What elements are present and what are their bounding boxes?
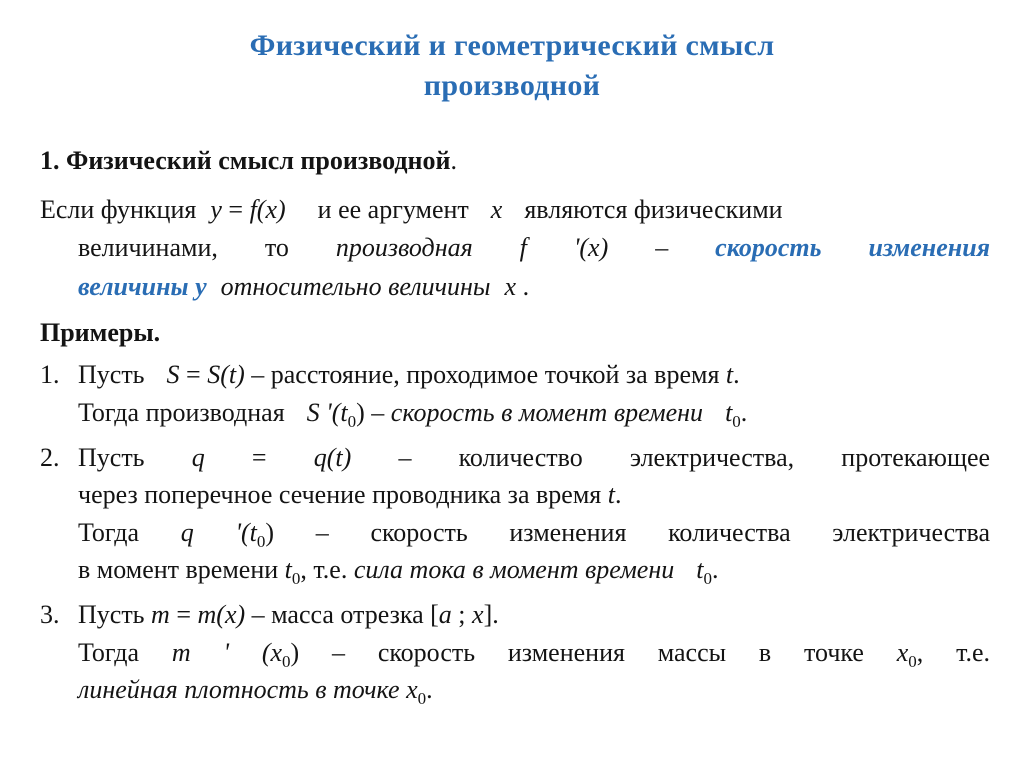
math-subscript: 0 xyxy=(256,532,266,551)
math-var: S xyxy=(166,360,180,389)
math-subscript: 0 xyxy=(282,652,291,671)
example-1-line-1 xyxy=(40,357,992,393)
math-op: = xyxy=(169,600,198,629)
math-var: (t xyxy=(241,518,257,547)
math-var: S xyxy=(207,360,221,389)
math-var: m xyxy=(151,600,170,629)
math-op: ) xyxy=(290,638,300,667)
intro-line-1 xyxy=(40,192,992,228)
example-text: – xyxy=(364,398,391,427)
example-2-line-3 xyxy=(78,515,990,551)
example-text: Тогда производная xyxy=(78,398,285,427)
example-text: . xyxy=(614,480,622,509)
math-op: = xyxy=(221,195,250,224)
math-var: t xyxy=(284,555,292,584)
math-subscript: 0 xyxy=(703,569,712,588)
example-text: Пусть xyxy=(78,600,152,629)
math-var: m xyxy=(197,600,217,629)
example-text: Пусть xyxy=(78,360,145,389)
example-2-line-1 xyxy=(40,440,992,476)
math-var: (x xyxy=(261,638,283,667)
math-var: S ' xyxy=(306,398,332,427)
math-var: t xyxy=(696,555,704,584)
example-text: . xyxy=(740,398,748,427)
example-text: Пусть xyxy=(78,443,145,472)
math-var: t xyxy=(725,360,734,389)
example-text: Тогда xyxy=(78,518,140,547)
example-text: – масса отрезка [ xyxy=(245,600,439,629)
example-text: , т.е. xyxy=(916,638,991,667)
math-var: (x) xyxy=(256,195,286,224)
math-subscript: 0 xyxy=(417,689,427,708)
intro-text: . xyxy=(522,272,530,301)
example-3-line-3 xyxy=(78,672,990,708)
example-2-line-2 xyxy=(78,477,990,513)
math-subscript: 0 xyxy=(732,412,741,431)
example-3-line-1 xyxy=(40,597,992,633)
math-op: = xyxy=(251,443,267,472)
emphasis-text: относительно величины xyxy=(220,272,491,301)
intro-text: Если функция xyxy=(40,195,197,224)
intro-line-2 xyxy=(78,230,990,266)
examples-heading: Примеры. xyxy=(40,318,161,347)
math-var: q ' xyxy=(180,518,242,547)
example-text: – расстояние, проходимое точкой за время xyxy=(244,360,726,389)
intro-text: то xyxy=(264,233,289,262)
example-text: , т.е. xyxy=(300,555,354,584)
math-subscript: 0 xyxy=(908,652,917,671)
math-subscript: 0 xyxy=(347,412,357,431)
math-var: a xyxy=(438,600,452,629)
math-op: ) xyxy=(265,518,275,547)
math-var: f xyxy=(249,195,257,224)
emphasis-text: линейная плотность в точке xyxy=(78,675,407,704)
math-var: x xyxy=(896,638,909,667)
math-var: (t) xyxy=(220,360,245,389)
math-var: (x) xyxy=(216,600,246,629)
highlight-text: величины y xyxy=(78,272,207,301)
example-1-line-2 xyxy=(78,395,990,431)
math-op: = xyxy=(179,360,208,389)
math-var: (t) xyxy=(326,443,352,472)
math-var: f ' xyxy=(519,233,580,262)
emphasis-text: производная xyxy=(335,233,473,262)
math-subscript: 0 xyxy=(291,569,301,588)
math-op: ) xyxy=(356,398,365,427)
math-var: t xyxy=(607,480,615,509)
example-text: – скорость изменения количества электричества xyxy=(315,518,991,547)
title-line-1: Физический и геометрический смысл xyxy=(249,29,775,62)
example-2-line-4 xyxy=(78,552,990,588)
highlight-text: скорость изменения xyxy=(715,233,991,262)
math-var: x xyxy=(472,600,484,629)
math-var: q xyxy=(191,443,205,472)
example-text: Тогда xyxy=(78,638,140,667)
intro-text: являются физическими xyxy=(524,195,783,224)
example-3-line-2 xyxy=(78,635,990,671)
section-heading-text: 1. Физический смысл производной xyxy=(40,146,451,175)
emphasis-text: сила тока в момент времени xyxy=(353,555,675,584)
math-var: t xyxy=(725,398,733,427)
section-heading xyxy=(40,143,640,179)
example-text: – количество электричества, протекающее xyxy=(398,443,991,472)
math-var: y xyxy=(210,195,222,224)
intro-text: – xyxy=(655,233,669,262)
math-var: (x) xyxy=(579,233,609,262)
slide-title xyxy=(0,26,1024,106)
example-text: через поперечное сечение проводника за время xyxy=(78,480,608,509)
intro-text: и ее аргумент xyxy=(317,195,469,224)
title-line-2: производной xyxy=(423,69,601,102)
example-text: . xyxy=(733,360,740,389)
math-var: q xyxy=(313,443,327,472)
math-var: (t xyxy=(331,398,348,427)
list-number: 2. xyxy=(40,443,60,472)
example-text: . xyxy=(426,675,433,704)
list-number: 3. xyxy=(40,600,60,629)
example-text: . xyxy=(711,555,719,584)
example-text: – скорость изменения массы в точке xyxy=(332,638,864,667)
math-var: x xyxy=(504,272,517,301)
math-var: x xyxy=(406,675,418,704)
emphasis-text: скорость в момент времени xyxy=(390,398,704,427)
math-var: m ' xyxy=(171,638,230,667)
math-var: x xyxy=(490,195,503,224)
intro-text: величинами, xyxy=(78,233,218,262)
example-text: ]. xyxy=(483,600,499,629)
section-heading-period: . xyxy=(450,146,458,175)
example-text: в момент времени xyxy=(78,555,285,584)
intro-line-3 xyxy=(78,269,778,305)
math-op: ; xyxy=(451,600,473,629)
list-number: 1. xyxy=(40,360,60,389)
